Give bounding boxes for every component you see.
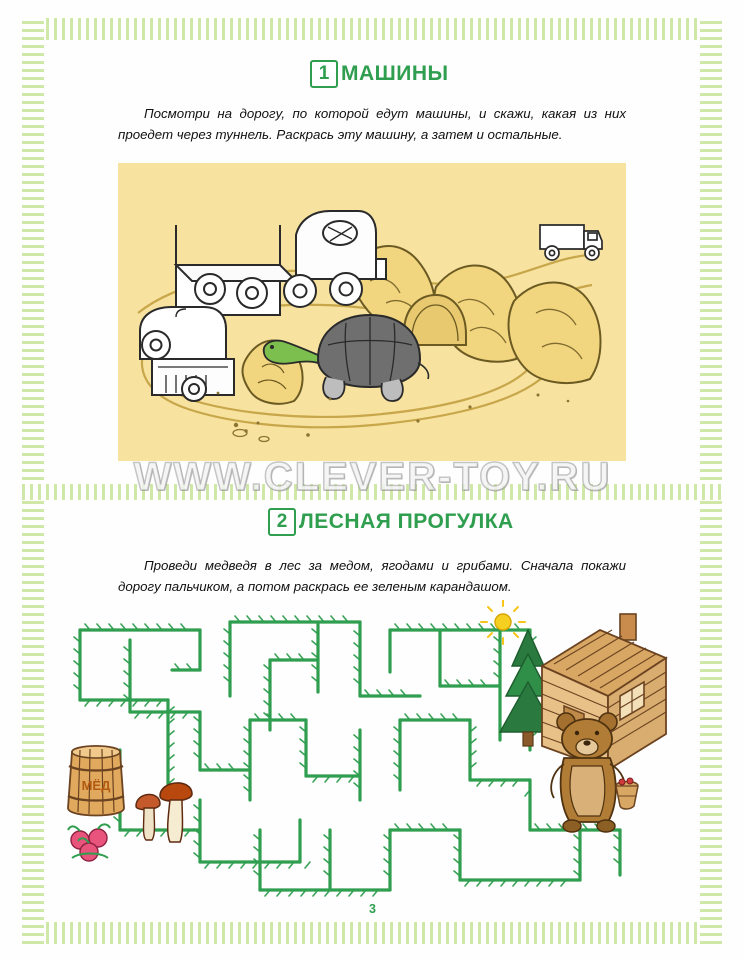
task-1-number: 1 bbox=[310, 60, 338, 88]
sun-icon bbox=[481, 600, 525, 644]
page-number: 3 bbox=[369, 902, 376, 916]
task-1-title: МАШИНЫ bbox=[341, 62, 449, 85]
berries-icon bbox=[68, 824, 110, 861]
decorative-border-right bbox=[700, 18, 722, 944]
task-2-title: ЛЕСНАЯ ПРОГУЛКА bbox=[299, 510, 514, 533]
task-2-heading bbox=[268, 508, 514, 536]
watermark-text: WWW.CLEVER-TOY.RU bbox=[133, 455, 612, 499]
honey-barrel-icon bbox=[68, 746, 124, 816]
task-2-number: 2 bbox=[268, 508, 296, 536]
task-1-instruction-line1: Посмотри на дорогу, по которой едут машины, и скажи, какая из них проедет bbox=[118, 106, 626, 142]
decorative-divider-middle bbox=[22, 484, 722, 500]
decorative-border-bottom bbox=[22, 922, 722, 944]
decorative-border-left bbox=[22, 18, 44, 944]
task-2-instruction-line1: Проведи медведя в лес за медом, ягодами и грибами. Сначала покажи дорогу bbox=[118, 558, 626, 594]
task-1-instruction bbox=[118, 104, 626, 145]
task-1-heading bbox=[310, 60, 449, 88]
honey-barrel-label: МЁД bbox=[81, 778, 111, 793]
task-1-instruction-line2: через туннель. Раскрась эту машину, а затем и остальные. bbox=[176, 126, 563, 142]
task-2-instruction bbox=[118, 556, 626, 597]
task-2-instruction-line2: пальчиком, а потом раскрась ее зеленым карандашом. bbox=[164, 578, 512, 594]
decorative-border-top bbox=[22, 18, 722, 40]
task-2-illustration bbox=[60, 600, 685, 900]
task-1-illustration bbox=[118, 163, 626, 461]
